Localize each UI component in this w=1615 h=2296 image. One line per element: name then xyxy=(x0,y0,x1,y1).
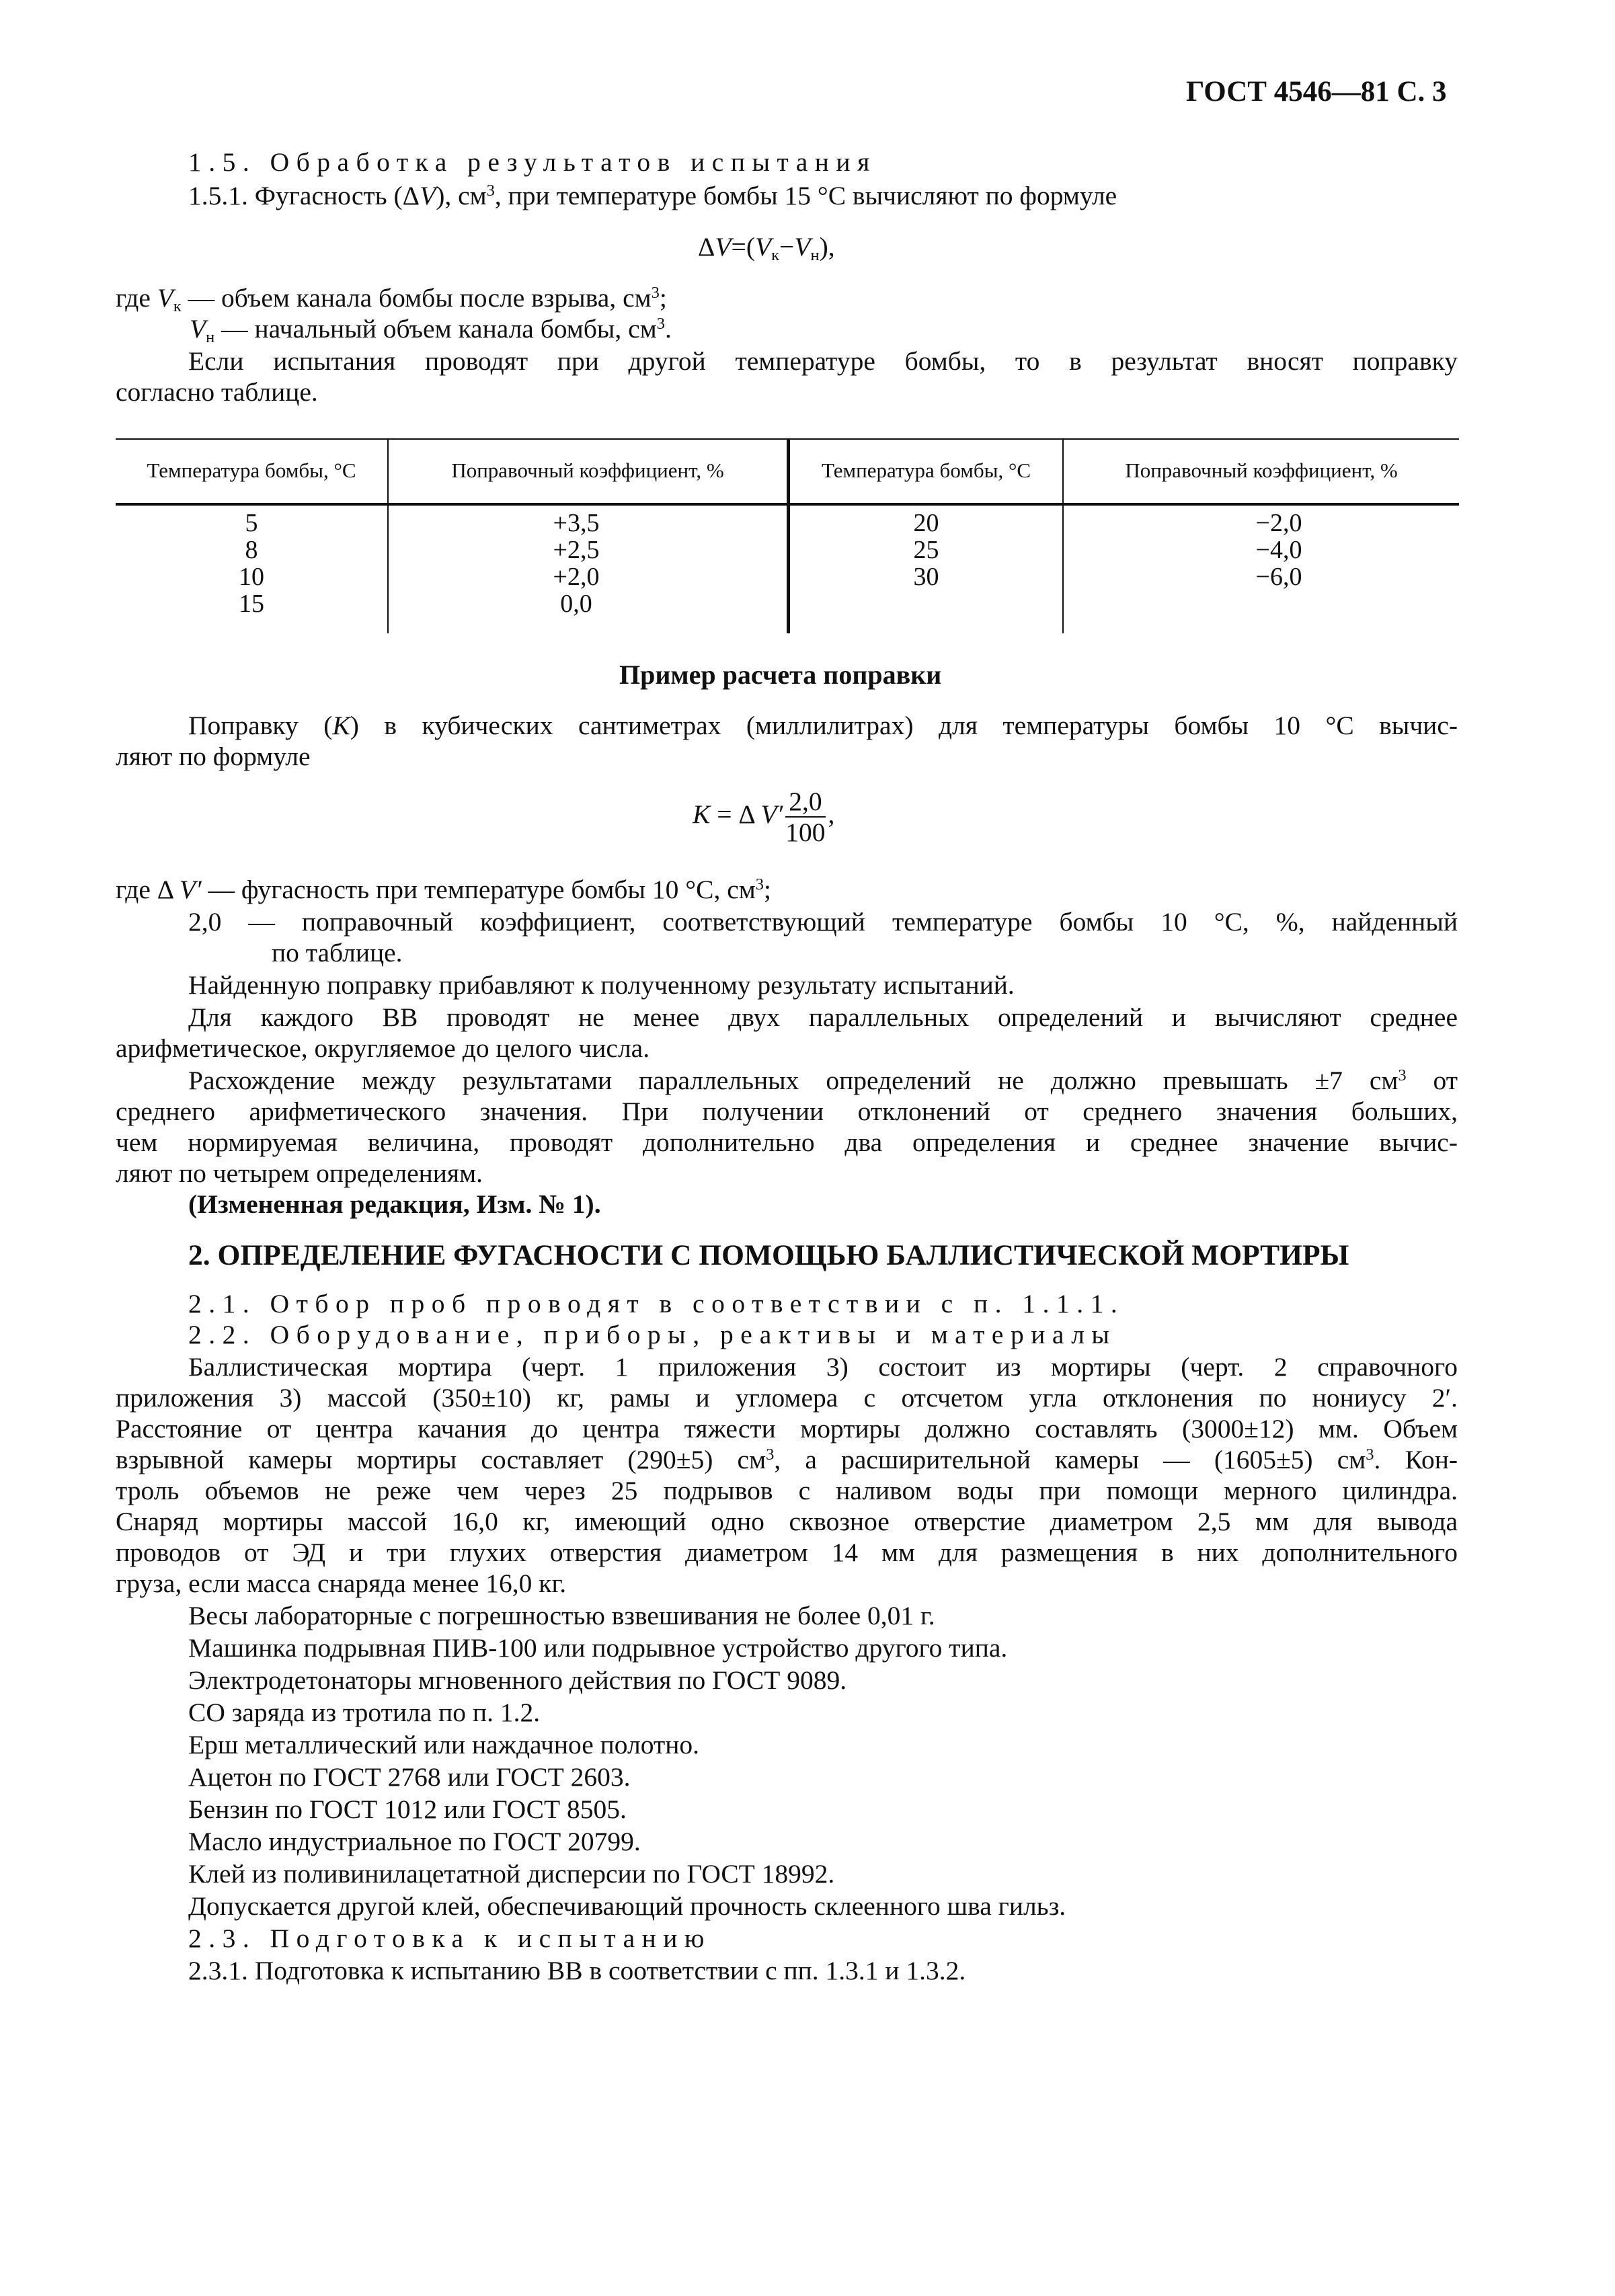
table-cell-coef: −4,0 xyxy=(1255,536,1302,564)
list-item: Весы лабораторные с погрешностью взвешивания не более 0,01 г. xyxy=(188,1601,935,1630)
section-1-5-1-text: 1.5.1. Фугасность (ΔV), $см^3$, при температуре бомбы 15 °С вычисляют по формуле xyxy=(188,181,1117,210)
para-each-1: Для каждого ВВ проводят не менее двух параллельных определений и вычисляют среднее xyxy=(188,1002,1458,1032)
mortar-line: Расстояние от центра качания до центра тяжести мортиры должно составлять (3000±12) мм. Объем xyxy=(116,1414,1458,1443)
formula-fraction: $\frac{2,0}{100}$ xyxy=(785,787,826,847)
mortar-line: груза, если масса снаряда менее 16,0 кг. xyxy=(116,1569,567,1598)
mortar-line: троль объемов не реже чем через 25 подрывов с наливом воды при помощи мерного цилиндра. xyxy=(116,1476,1458,1505)
para-diff-3: чем нормируемая величина, проводят дополнительно два определения и среднее значение вычис- xyxy=(116,1127,1458,1157)
section-2-3-1: 2.3.1. Подготовка к испытанию ВВ в соответствии с пп. 1.3.1 и 1.3.2. xyxy=(188,1956,966,1985)
para-each-2: арифметическое, округляемое до целого числа. xyxy=(116,1033,650,1063)
table-cell-coef: −2,0 xyxy=(1255,509,1302,537)
list-item: Ерш металлический или наждачное полотно. xyxy=(188,1730,699,1759)
table-cell-coef: −6,0 xyxy=(1255,563,1302,591)
list-item: Электродетонаторы мгновенного действия по ГОСТ 9089. xyxy=(188,1665,847,1695)
table-cell-coef: +3,5 xyxy=(553,509,600,537)
where-coef-2: по таблице. xyxy=(272,938,403,967)
table-cell-coef: 0,0 xyxy=(560,590,592,618)
page-header: ГОСТ 4546—81 С. 3 xyxy=(1186,76,1447,108)
table-header-temp-left: Температура бомбы, °С xyxy=(147,459,356,482)
where-coef-1: 2,0 — поправочный коэффициент, соответствующий температуре бомбы 10 °С, %, найденный xyxy=(188,907,1458,937)
table-cell-temp: 30 xyxy=(913,563,939,591)
mortar-line: взрывной камеры мортиры составляет (290±5) $см^3$, а расширительной камеры — (1605±5) $см^3$. Кон- xyxy=(116,1445,1458,1474)
where-delta-v: где Δ V′ — фугасность при температуре бомбы 10 °С, $см^3$; xyxy=(116,875,771,904)
section-1-5-title: 1.5. Обработка результатов испытания xyxy=(188,147,877,177)
para-diff-1: Расхождение между результатами параллельных определений не должно превышать ±7 $см^3$ от xyxy=(188,1066,1458,1095)
table-cell-coef: +2,0 xyxy=(553,563,600,591)
para-diff-4: ляют по четырем определениям. xyxy=(116,1158,483,1188)
table-cell-temp: 5 xyxy=(245,509,258,537)
correction-table xyxy=(116,438,1459,633)
example-title: Пример расчета поправки xyxy=(619,660,942,690)
mortar-line: Снаряд мортиры массой 16,0 кг, имеющий одно сквозное отверстие диаметром 2,5 мм для вывода xyxy=(116,1507,1458,1536)
table-header-temp-right: Температура бомбы, °С xyxy=(821,459,1031,482)
table-cell-temp: 8 xyxy=(245,536,258,564)
formula-delta-v: $\Delta V=(V_к-V_н)$, xyxy=(698,232,835,265)
table-cell-temp: 25 xyxy=(913,536,939,564)
table-cell-coef: +2,5 xyxy=(553,536,600,564)
para-temp-1: Если испытания проводят при другой температуре бомбы, то в результат вносят поправку xyxy=(188,346,1458,376)
list-item: Масло индустриальное по ГОСТ 20799. xyxy=(188,1827,641,1856)
example-line-1: Поправку (K) в кубических сантиметрах (миллилитрах) для температуры бомбы 10 °С вычис- xyxy=(188,711,1458,740)
list-item: СО заряда из тротила по п. 1.2. xyxy=(188,1698,541,1727)
list-item: Бензин по ГОСТ 1012 или ГОСТ 8505. xyxy=(188,1794,627,1824)
list-item: Клей из поливинилацетатной дисперсии по ГОСТ 18992. xyxy=(188,1859,835,1889)
section-2-2-title: 2.2. Оборудование, приборы, реактивы и материалы xyxy=(188,1320,1117,1349)
section-2-title: 2. ОПРЕДЕЛЕНИЕ ФУГАСНОСТИ С ПОМОЩЬЮ БАЛЛИСТИЧЕСКОЙ МОРТИРЫ xyxy=(188,1239,1349,1271)
amendment-note: (Измененная редакция, Изм. № 1). xyxy=(188,1189,601,1219)
table-cell-temp: 10 xyxy=(239,563,264,591)
table-header-coef-left: Поправочный коэффициент, % xyxy=(451,459,724,482)
table-header-coef-right: Поправочный коэффициент, % xyxy=(1125,459,1398,482)
list-item: Допускается другой клей, обеспечивающий прочность склеенного шва гильз. xyxy=(188,1891,1066,1921)
where-vn: $V_н$ — начальный объем канала бомбы, $см^3$. xyxy=(190,314,672,347)
para-found: Найденную поправку прибавляют к полученному результату испытаний. xyxy=(188,970,1015,1000)
mortar-line: проводов от ЭД и три глухих отверстия диаметром 14 мм для размещения в них дополнительного xyxy=(116,1538,1458,1567)
section-2-1: 2.1. Отбор проб проводят в соответствии с п. 1.1.1. xyxy=(188,1289,1125,1318)
table-cell-temp: 20 xyxy=(913,509,939,537)
list-item: Ацетон по ГОСТ 2768 или ГОСТ 2603. xyxy=(188,1762,631,1792)
section-2-3-title: 2.3. Подготовка к испытанию xyxy=(188,1924,711,1953)
example-line-2: ляют по формуле xyxy=(116,742,311,771)
table-cell-temp: 15 xyxy=(239,590,264,618)
list-item: Машинка подрывная ПИВ-100 или подрывное устройство другого типа. xyxy=(188,1633,1008,1663)
para-temp-2: согласно таблице. xyxy=(116,377,318,407)
formula-k: K = Δ V′ $\frac{2,0}{100}$ , xyxy=(693,787,835,847)
mortar-line: Баллистическая мортира (черт. 1 приложения 3) состоит из мортиры (черт. 2 справочного xyxy=(188,1352,1458,1382)
mortar-line: приложения 3) массой (350±10) кг, рамы и угломера с отсчетом угла отклонения по нониусу 2′. xyxy=(116,1383,1458,1413)
where-vk: где $V_к$ — объем канала бомбы после взрыва, $см^3$; xyxy=(116,283,667,316)
para-diff-2: среднего арифметического значения. При получении отклонений от среднего значения больших, xyxy=(116,1097,1458,1126)
